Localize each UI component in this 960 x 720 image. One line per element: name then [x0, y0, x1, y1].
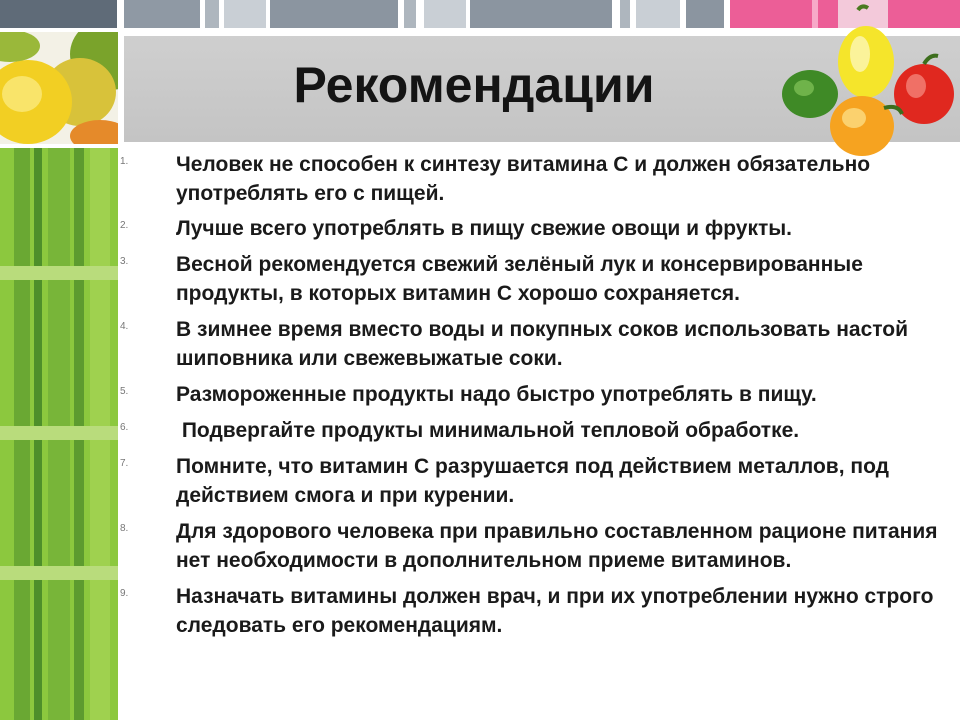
top-bar-segment	[620, 0, 630, 28]
top-bar-segment	[404, 0, 416, 28]
list-item-number: 5.	[120, 386, 129, 397]
list-item-number: 3.	[120, 256, 129, 267]
list-item-number: 8.	[120, 523, 129, 534]
list-item	[120, 214, 950, 243]
list-item-text: Помните, что витамин С разрушается под действием металлов, под действием смога и при курении.	[176, 455, 889, 507]
top-bar-segment	[124, 0, 200, 28]
list-item-text: Размороженные продукты надо быстро употреблять в пищу.	[176, 383, 817, 406]
strip-gap	[0, 566, 118, 580]
list-item-text: Лучше всего употреблять в пищу свежие овощи и фрукты.	[176, 217, 793, 240]
list-item-number: 7.	[120, 458, 129, 469]
slide-title: Рекомендации	[293, 57, 655, 113]
list-item-number: 9.	[120, 588, 129, 599]
list-item	[120, 150, 950, 208]
list-item-text: Для здорового человека при правильно составленном рационе питания нет необходимости в дополнительном приеме витаминов.	[176, 520, 938, 572]
list-item-text: В зимнее время вместо воды и покупных соков использовать настой шиповника или свежевыжатые соки.	[176, 318, 908, 370]
list-item-number: 4.	[120, 321, 129, 332]
left-green-strip	[0, 148, 118, 720]
fruit-image	[0, 32, 118, 144]
list-item-text: Подвергайте продукты минимальной тепловой обработке.	[176, 419, 800, 442]
list-item	[120, 582, 950, 640]
top-bar-segment	[686, 0, 724, 28]
list-item-number: 1.	[120, 156, 129, 167]
top-bar-segment	[636, 0, 680, 28]
strip-gap	[0, 426, 118, 440]
fruit-icon	[0, 32, 118, 144]
list-item	[120, 517, 950, 575]
top-bar-segment	[0, 0, 117, 28]
list-item	[120, 452, 950, 510]
list-item	[120, 315, 950, 373]
top-bar-segment	[270, 0, 398, 28]
strip-gap	[0, 266, 118, 280]
list-item	[120, 380, 950, 409]
list-item-number: 2.	[120, 220, 129, 231]
list-item	[120, 250, 950, 308]
list-item	[120, 416, 950, 445]
top-bar-segment	[470, 0, 612, 28]
peppers-image	[774, 2, 960, 162]
list-item-text: Весной рекомендуется свежий зелёный лук и консервированные продукты, в которых витамин С хорошо сохраняется.	[176, 253, 863, 305]
top-bar-segment	[205, 0, 219, 28]
top-bar-segment	[424, 0, 466, 28]
list-item-text: Назначать витамины должен врач, и при их употреблении нужно строго следовать его рекомендациям.	[176, 585, 934, 637]
top-bar-segment	[224, 0, 266, 28]
list-item-text: Человек не способен к синтезу витамина С и должен обязательно употреблять его с пищей.	[176, 153, 871, 205]
recommendations-list	[120, 150, 950, 640]
list-item-number: 6.	[120, 422, 129, 433]
